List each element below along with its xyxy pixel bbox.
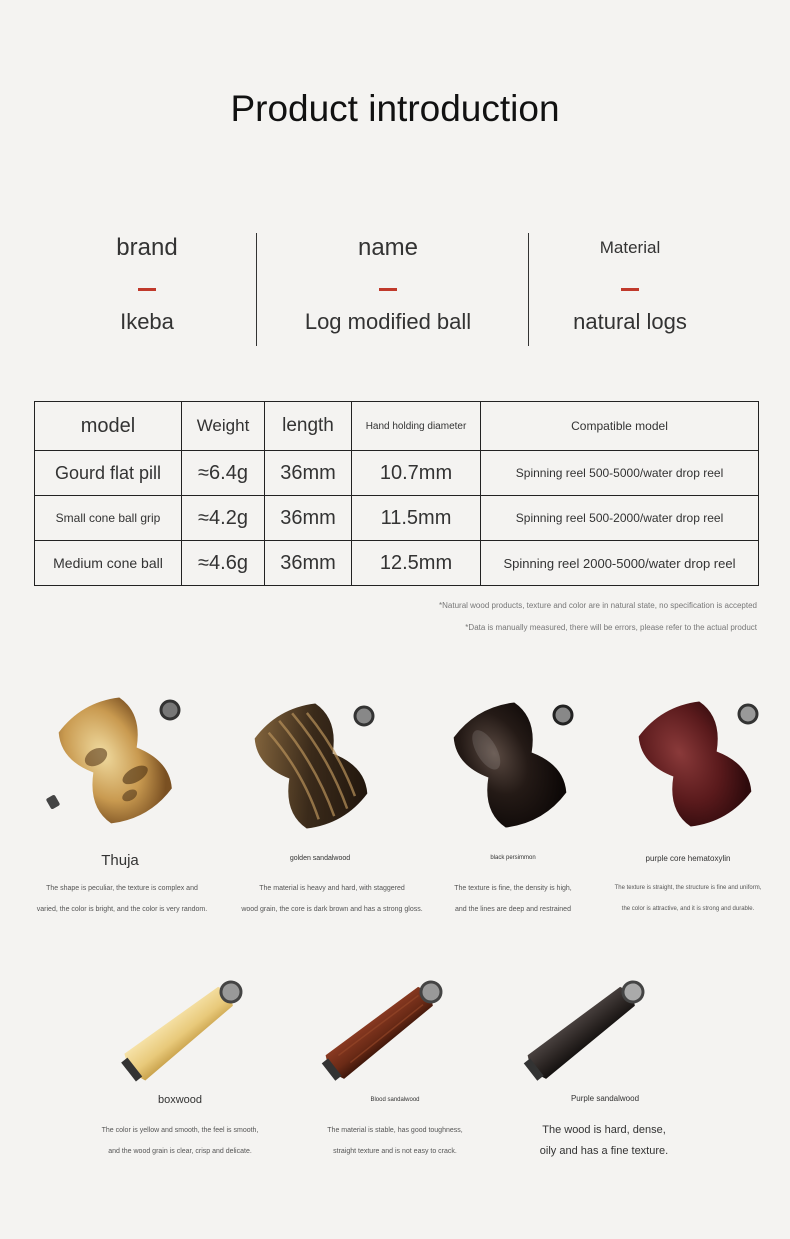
- cell-weight: ≈4.6g: [182, 541, 265, 586]
- desc-line: The material is heavy and hard, with staggered: [259, 885, 405, 892]
- cell-weight: ≈6.4g: [182, 451, 265, 496]
- divider: [256, 233, 257, 346]
- cell-diameter: 10.7mm: [352, 451, 481, 496]
- header-model: model: [35, 402, 182, 451]
- thuja-knob-image: [40, 688, 190, 833]
- material-column: [530, 230, 730, 335]
- desc-line: the color is attractive, and it is strong and durable.: [621, 906, 755, 912]
- wood-name: golden sandalwood: [289, 855, 351, 862]
- accent-dash: [379, 288, 397, 291]
- wood-name: black persimmon: [490, 855, 536, 861]
- table-row: [35, 496, 759, 541]
- cell-model: Medium cone ball: [35, 541, 182, 586]
- cell-diameter: 11.5mm: [352, 496, 481, 541]
- material-label: Material: [599, 238, 661, 257]
- divider: [528, 233, 529, 346]
- desc-line: The shape is peculiar, the texture is complex and: [46, 885, 198, 892]
- brand-label: brand: [116, 234, 178, 261]
- wood-description: [588, 878, 788, 920]
- table-header-row: [35, 402, 759, 451]
- header-length: length: [265, 402, 352, 451]
- accent-dash: [138, 288, 156, 291]
- golden-sandalwood-knob-image: [236, 696, 386, 836]
- accent-dash: [621, 288, 639, 291]
- blood-sandalwood-knob-image: [310, 962, 470, 1087]
- cell-weight: ≈4.2g: [182, 496, 265, 541]
- purple-core-hematoxylin-knob-image: [620, 694, 770, 834]
- disclaimer-note: *Natural wood products, texture and color are in natural state, no specification is accepted: [439, 601, 757, 610]
- desc-line: The texture is fine, the density is high,: [454, 885, 572, 892]
- table-row: [35, 541, 759, 586]
- wood-description: [232, 878, 432, 920]
- cell-diameter: 12.5mm: [352, 541, 481, 586]
- cell-length: 36mm: [265, 541, 352, 586]
- cell-compatible: Spinning reel 500-5000/water drop reel: [481, 451, 759, 496]
- wood-description: [80, 1120, 280, 1162]
- desc-line: The color is yellow and smooth, the feel is smooth,: [101, 1127, 259, 1134]
- header-diameter: Hand holding diameter: [352, 402, 481, 451]
- cell-compatible: Spinning reel 500-2000/water drop reel: [481, 496, 759, 541]
- cell-model: Small cone ball grip: [35, 496, 182, 541]
- wood-description: [22, 878, 222, 920]
- desc-line: straight texture and is not easy to crack.: [333, 1148, 457, 1155]
- cell-compatible: Spinning reel 2000-5000/water drop reel: [481, 541, 759, 586]
- desc-line: The texture is straight, the structure is fine and uniform,: [614, 885, 762, 891]
- header-weight: Weight: [182, 402, 265, 451]
- wood-name: purple core hematoxylin: [645, 854, 731, 863]
- material-value: natural logs: [573, 309, 687, 334]
- disclaimer-note: *Data is manually measured, there will be errors, please refer to the actual product: [465, 623, 757, 632]
- wood-description: [295, 1120, 495, 1162]
- table-row: [35, 451, 759, 496]
- wood-description: [413, 878, 613, 920]
- name-column: [288, 230, 488, 335]
- brand-column: [47, 230, 247, 335]
- cell-length: 36mm: [265, 451, 352, 496]
- wood-name: Blood sandalwood: [370, 1097, 420, 1103]
- wood-name: Purple sandalwood: [570, 1094, 640, 1103]
- name-value: Log modified ball: [304, 309, 472, 334]
- desc-line: The wood is hard, dense,: [542, 1124, 666, 1136]
- purple-sandalwood-knob-image: [512, 962, 672, 1087]
- wood-name: Thuja: [101, 852, 139, 869]
- header-compatible: Compatible model: [481, 402, 759, 451]
- spec-table: [34, 401, 759, 586]
- black-persimmon-knob-image: [435, 695, 585, 835]
- desc-line: oily and has a fine texture.: [539, 1145, 669, 1157]
- brand-value: Ikeba: [120, 309, 174, 334]
- wood-name: boxwood: [157, 1094, 203, 1106]
- desc-line: and the wood grain is clear, crisp and delicate.: [108, 1148, 252, 1155]
- desc-line: wood grain, the core is dark brown and has a strong gloss.: [241, 906, 423, 913]
- cell-model: Gourd flat pill: [35, 451, 182, 496]
- boxwood-knob-image: [110, 962, 270, 1087]
- wood-description: [504, 1120, 704, 1162]
- desc-line: varied, the color is bright, and the color is very random.: [36, 906, 208, 913]
- desc-line: and the lines are deep and restrained: [455, 906, 571, 913]
- desc-line: The material is stable, has good toughness,: [327, 1127, 463, 1134]
- cell-length: 36mm: [265, 496, 352, 541]
- page-title: Product introduction: [230, 88, 560, 129]
- name-label: name: [357, 234, 419, 261]
